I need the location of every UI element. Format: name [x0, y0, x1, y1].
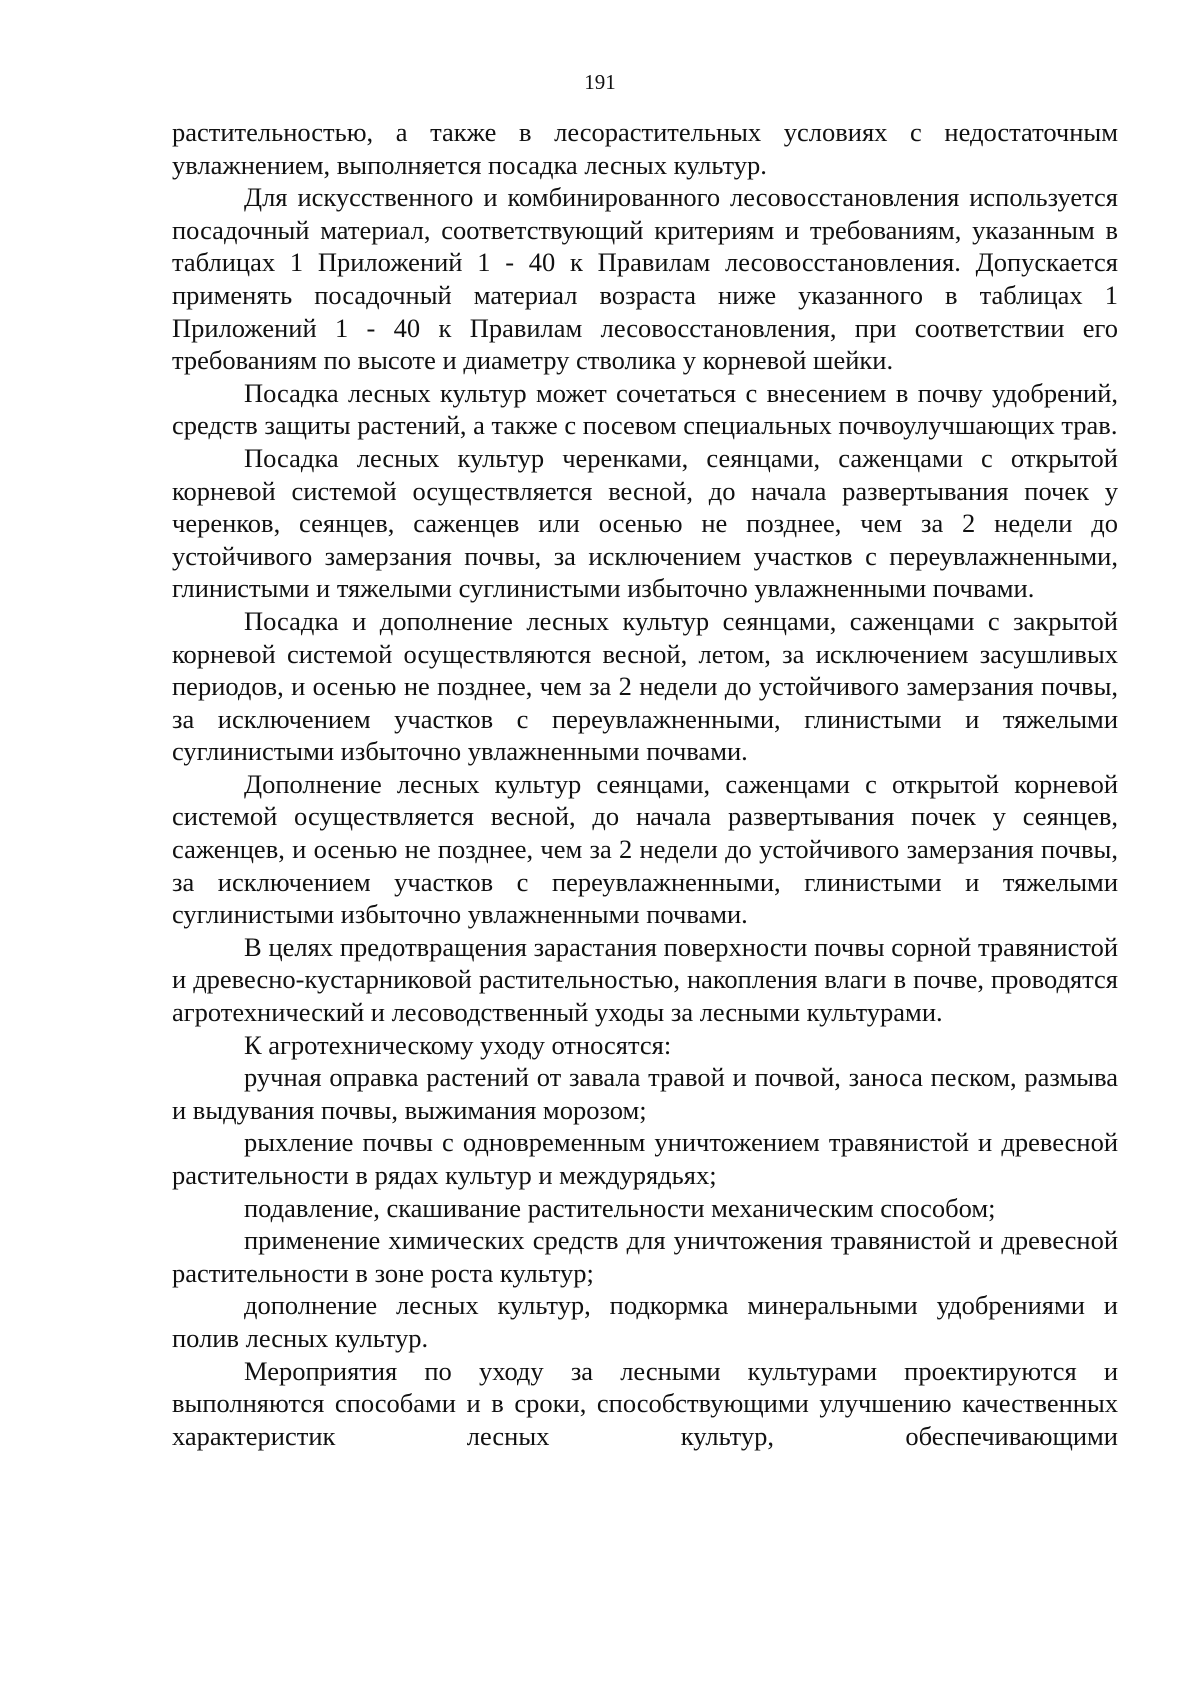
paragraph-9: ручная оправка растений от завала травой и почвой, заноса песком, размыва и выдувания почвы, выжимания морозом;: [172, 1062, 1118, 1125]
paragraph-11: подавление, скашивание растительности механическим способом;: [244, 1192, 996, 1223]
paragraph-1: растительностью, а также в лесорастительных условиях с недостаточным увлажнением, выполняется посадка лесных культур.: [172, 117, 1118, 180]
paragraph-10: рыхление почвы с одновременным уничтожением травянистой и древесной растительности в рядах культур и междурядьях;: [172, 1127, 1118, 1190]
paragraph-2: Для искусственного и комбинированного лесовосстановления используется посадочный материал, соответствующий критериям и требованиям, указанным в таблицах 1 Приложений 1 - 40 к Правилам лесовосстановления. Допускается применять посадочный материал возраста ниже указанного в таблицах 1 Приложений 1 - 40 к Правилам лесовосстановления, при соответствии его требованиям по высоте и диаметру стволика у корневой шейки.: [172, 182, 1118, 376]
paragraph-13: дополнение лесных культур, подкормка минеральными удобрениями и полив лесных культур.: [172, 1290, 1118, 1353]
document-body: [172, 116, 1118, 1452]
paragraph-8: К агротехническому уходу относятся:: [244, 1029, 672, 1060]
paragraph-5: Посадка и дополнение лесных культур сеянцами, саженцами с закрытой корневой системой осуществляются весной, летом, за исключением засушливых периодов, и осенью не позднее, чем за 2 недели до устойчивого замерзания почвы, за исключением участков с переувлажненными, глинистыми и тяжелыми суглинистыми избыточно увлажненными почвами.: [172, 605, 1118, 767]
page-number: 191: [584, 70, 616, 94]
paragraph-14: Мероприятия по уходу за лесными культурами проектируются и выполняются способами и в сроки, способствующими улучшению качественных характеристик лесных культур, обеспечивающими: [172, 1355, 1118, 1451]
paragraph-6: Дополнение лесных культур сеянцами, саженцами с открытой корневой системой осуществляется весной, до начала развертывания почек у сеянцев, саженцев, и осенью не позднее, чем за 2 недели до устойчивого замерзания почвы, за исключением участков с переувлажненными, глинистыми и тяжелыми суглинистыми избыточно увлажненными почвами.: [172, 768, 1118, 930]
paragraph-3: Посадка лесных культур может сочетаться с внесением в почву удобрений, средств защиты растений, а также с посевом специальных почвоулучшающих трав.: [172, 377, 1118, 441]
paragraph-4: Посадка лесных культур черенками, сеянцами, саженцами с открытой корневой системой осуществляется весной, до начала развертывания почек у черенков, сеянцев, саженцев или осенью не позднее, чем за 2 недели до устойчивого замерзания почвы, за исключением участков с переувлажненными, глинистыми и тяжелыми суглинистыми избыточно увлажненными почвами.: [172, 442, 1118, 604]
paragraph-12: применение химических средств для уничтожения травянистой и древесной растительности в зоне роста культур;: [172, 1225, 1118, 1288]
paragraph-7: В целях предотвращения зарастания поверхности почвы сорной травянистой и древесно-кустарниковой растительностью, накопления влаги в почве, проводятся агротехнический и лесоводственный уходы за лесными культурами.: [172, 931, 1118, 1028]
